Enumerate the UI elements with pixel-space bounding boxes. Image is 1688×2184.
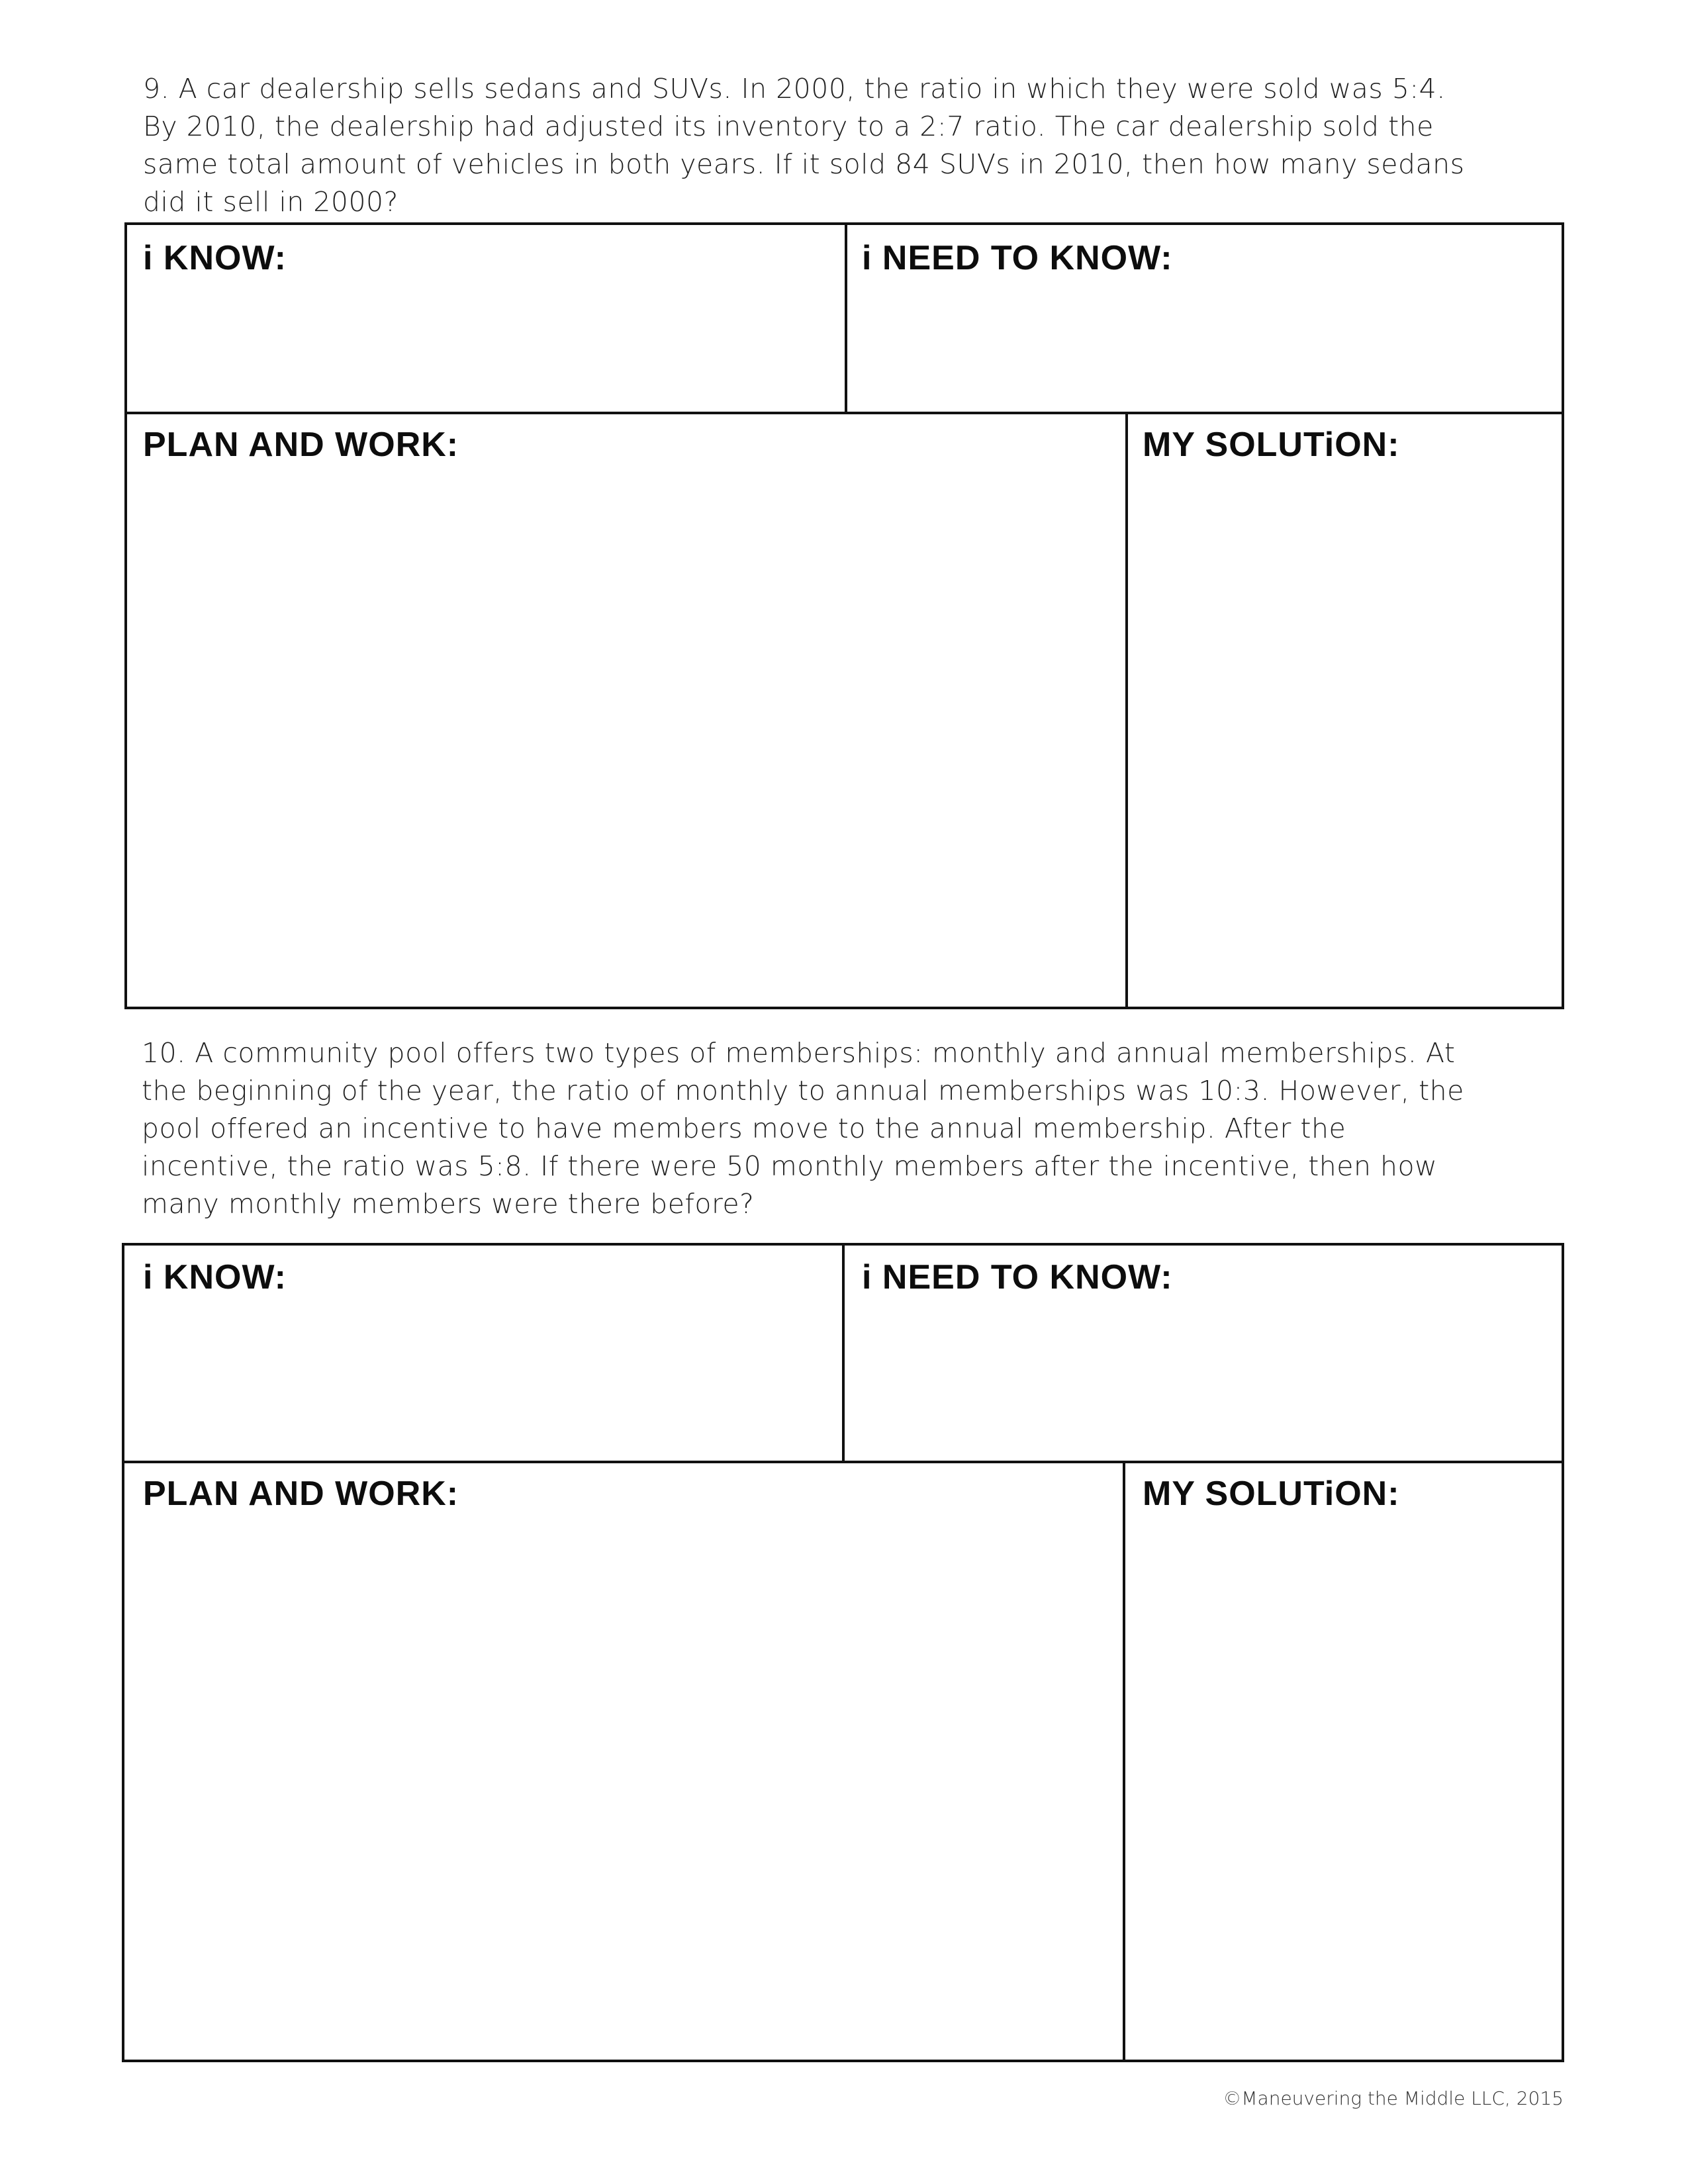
i-know-label: i KNOW:	[143, 239, 287, 277]
plan-and-work-label: PLAN AND WORK:	[143, 426, 459, 464]
problem-9-line: did it sell in 2000?	[143, 186, 399, 218]
problem-10-line: pool offered an incentive to have members move to the annual membership. After the	[142, 1113, 1346, 1144]
problem-9-line: same total amount of vehicles in both years. If it sold 84 SUVs in 2010, then how many sedans	[143, 148, 1465, 180]
problem-10-text	[142, 1034, 1464, 1223]
plan-and-work-cell[interactable]	[127, 414, 1125, 1007]
problem-9-line: 9. A car dealership sells sedans and SUVs. In 2000, the ratio in which they were sold was 5:4.	[143, 73, 1446, 105]
my-solution-label: MY SOLUTiON:	[1143, 426, 1400, 464]
i-know-label: i KNOW:	[143, 1258, 287, 1297]
i-need-to-know-cell[interactable]	[847, 225, 1562, 412]
my-solution-label: MY SOLUTiON:	[1143, 1475, 1400, 1513]
i-need-to-know-cell[interactable]	[845, 1246, 1562, 1461]
problem-9-worksheet-box	[124, 222, 1564, 1009]
problem-9-text	[143, 70, 1464, 221]
i-need-to-know-label: i NEED TO KNOW:	[862, 1258, 1173, 1297]
my-solution-cell[interactable]	[1125, 1463, 1562, 2060]
i-need-to-know-label: i NEED TO KNOW:	[862, 239, 1173, 277]
problem-10-line: many monthly members were there before?	[142, 1188, 755, 1220]
problem-10-worksheet-box	[122, 1243, 1564, 2062]
plan-and-work-label: PLAN AND WORK:	[143, 1475, 459, 1513]
problem-10-line: incentive, the ratio was 5:8. If there were 50 monthly members after the incentive, then how	[142, 1150, 1438, 1182]
my-solution-cell[interactable]	[1128, 414, 1562, 1007]
problem-10-line: 10. A community pool offers two types of memberships: monthly and annual memberships. At	[142, 1037, 1456, 1069]
i-know-cell[interactable]	[127, 225, 845, 412]
i-know-cell[interactable]	[124, 1246, 842, 1461]
problem-9-line: By 2010, the dealership had adjusted its inventory to a 2:7 ratio. The car dealership sold the	[143, 111, 1434, 142]
copyright-footer: ©Maneuvering the Middle LLC, 2015	[1223, 2087, 1564, 2109]
problem-10-line: the beginning of the year, the ratio of monthly to annual memberships was 10:3. However, the	[142, 1075, 1464, 1107]
plan-and-work-cell[interactable]	[124, 1463, 1123, 2060]
